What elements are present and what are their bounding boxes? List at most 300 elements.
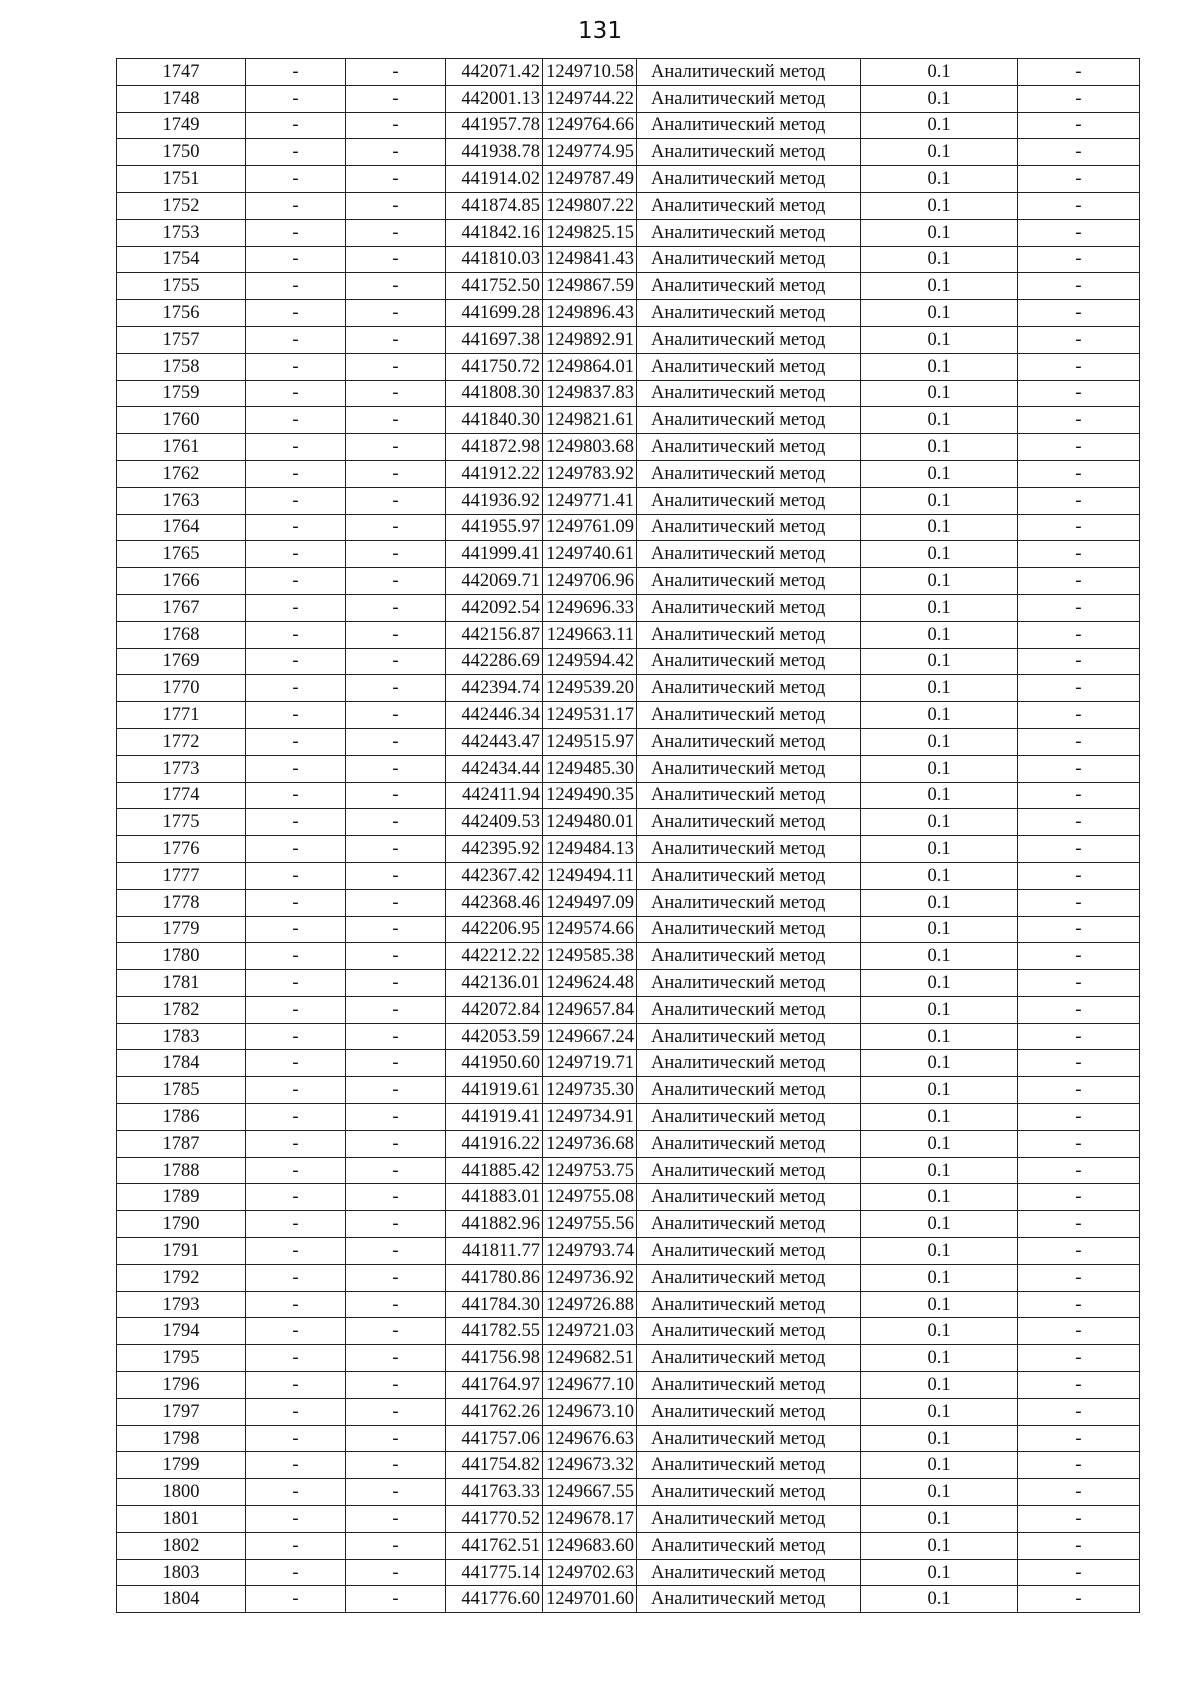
y-coordinate-cell: 1249793.74 [543,1238,637,1265]
dash-cell-3: - [1018,702,1140,729]
y-coordinate-cell: 1249755.08 [543,1184,637,1211]
dash-cell-1: - [246,514,346,541]
dash-cell-1: - [246,1479,346,1506]
y-coordinate-cell: 1249497.09 [543,889,637,916]
method-cell: Аналитический метод [637,1238,861,1265]
dash-cell-2: - [346,728,446,755]
y-coordinate-cell: 1249719.71 [543,1050,637,1077]
dash-cell-3: - [1018,353,1140,380]
dash-cell-2: - [346,1264,446,1291]
method-cell: Аналитический метод [637,996,861,1023]
x-coordinate-cell: 442434.44 [446,755,543,782]
accuracy-cell: 0.1 [861,568,1018,595]
table-row [117,1398,1140,1425]
accuracy-cell: 0.1 [861,407,1018,434]
dash-cell-3: - [1018,1211,1140,1238]
accuracy-cell: 0.1 [861,862,1018,889]
table-row [117,192,1140,219]
dash-cell-1: - [246,192,346,219]
y-coordinate-cell: 1249480.01 [543,809,637,836]
dash-cell-3: - [1018,85,1140,112]
method-cell: Аналитический метод [637,514,861,541]
dash-cell-1: - [246,568,346,595]
dash-cell-3: - [1018,407,1140,434]
method-cell: Аналитический метод [637,380,861,407]
dash-cell-1: - [246,996,346,1023]
dash-cell-3: - [1018,380,1140,407]
table-row [117,1211,1140,1238]
table-row [117,1318,1140,1345]
point-number-cell: 1800 [117,1479,246,1506]
point-number-cell: 1758 [117,353,246,380]
dash-cell-2: - [346,1586,446,1613]
point-number-cell: 1766 [117,568,246,595]
point-number-cell: 1772 [117,728,246,755]
table-row [117,353,1140,380]
x-coordinate-cell: 442368.46 [446,889,543,916]
dash-cell-3: - [1018,594,1140,621]
dash-cell-3: - [1018,1479,1140,1506]
dash-cell-1: - [246,1130,346,1157]
x-coordinate-cell: 441842.16 [446,219,543,246]
method-cell: Аналитический метод [637,541,861,568]
table-row [117,996,1140,1023]
y-coordinate-cell: 1249774.95 [543,139,637,166]
table-row [117,59,1140,86]
y-coordinate-cell: 1249531.17 [543,702,637,729]
dash-cell-2: - [346,1532,446,1559]
accuracy-cell: 0.1 [861,514,1018,541]
accuracy-cell: 0.1 [861,648,1018,675]
accuracy-cell: 0.1 [861,487,1018,514]
x-coordinate-cell: 441919.41 [446,1104,543,1131]
dash-cell-2: - [346,514,446,541]
method-cell: Аналитический метод [637,755,861,782]
point-number-cell: 1802 [117,1532,246,1559]
dash-cell-1: - [246,541,346,568]
x-coordinate-cell: 441752.50 [446,273,543,300]
table-row [117,1184,1140,1211]
x-coordinate-cell: 441882.96 [446,1211,543,1238]
dash-cell-1: - [246,862,346,889]
table-row [117,889,1140,916]
dash-cell-2: - [346,889,446,916]
dash-cell-3: - [1018,219,1140,246]
x-coordinate-cell: 441782.55 [446,1318,543,1345]
dash-cell-2: - [346,1372,446,1399]
method-cell: Аналитический метод [637,166,861,193]
table-row [117,943,1140,970]
accuracy-cell: 0.1 [861,996,1018,1023]
dash-cell-1: - [246,1211,346,1238]
x-coordinate-cell: 442069.71 [446,568,543,595]
dash-cell-1: - [246,166,346,193]
table-row [117,1532,1140,1559]
point-number-cell: 1795 [117,1345,246,1372]
dash-cell-1: - [246,434,346,461]
point-number-cell: 1768 [117,621,246,648]
point-number-cell: 1784 [117,1050,246,1077]
dash-cell-2: - [346,407,446,434]
point-number-cell: 1782 [117,996,246,1023]
x-coordinate-cell: 441957.78 [446,112,543,139]
table-row [117,702,1140,729]
accuracy-cell: 0.1 [861,1372,1018,1399]
table-row [117,675,1140,702]
method-cell: Аналитический метод [637,1211,861,1238]
dash-cell-1: - [246,460,346,487]
method-cell: Аналитический метод [637,353,861,380]
table-row [117,300,1140,327]
method-cell: Аналитический метод [637,1184,861,1211]
page-number: 131 [578,18,622,44]
table-row [117,1050,1140,1077]
dash-cell-3: - [1018,621,1140,648]
dash-cell-1: - [246,1318,346,1345]
y-coordinate-cell: 1249837.83 [543,380,637,407]
dash-cell-2: - [346,1398,446,1425]
accuracy-cell: 0.1 [861,1479,1018,1506]
dash-cell-3: - [1018,1372,1140,1399]
table-row [117,219,1140,246]
y-coordinate-cell: 1249673.10 [543,1398,637,1425]
x-coordinate-cell: 441775.14 [446,1559,543,1586]
x-coordinate-cell: 442443.47 [446,728,543,755]
x-coordinate-cell: 441811.77 [446,1238,543,1265]
accuracy-cell: 0.1 [861,594,1018,621]
dash-cell-3: - [1018,1532,1140,1559]
dash-cell-3: - [1018,1050,1140,1077]
dash-cell-1: - [246,1398,346,1425]
dash-cell-3: - [1018,1452,1140,1479]
table-row [117,621,1140,648]
method-cell: Аналитический метод [637,970,861,997]
x-coordinate-cell: 441916.22 [446,1130,543,1157]
dash-cell-1: - [246,1238,346,1265]
method-cell: Аналитический метод [637,434,861,461]
dash-cell-2: - [346,1506,446,1533]
x-coordinate-cell: 441950.60 [446,1050,543,1077]
table-row [117,273,1140,300]
method-cell: Аналитический метод [637,407,861,434]
method-cell: Аналитический метод [637,1157,861,1184]
y-coordinate-cell: 1249710.58 [543,59,637,86]
x-coordinate-cell: 442394.74 [446,675,543,702]
dash-cell-2: - [346,273,446,300]
dash-cell-2: - [346,1184,446,1211]
dash-cell-3: - [1018,1318,1140,1345]
table-row [117,916,1140,943]
dash-cell-3: - [1018,326,1140,353]
table-row [117,1238,1140,1265]
dash-cell-3: - [1018,1559,1140,1586]
dash-cell-3: - [1018,1345,1140,1372]
accuracy-cell: 0.1 [861,1157,1018,1184]
y-coordinate-cell: 1249771.41 [543,487,637,514]
dash-cell-2: - [346,1345,446,1372]
accuracy-cell: 0.1 [861,1532,1018,1559]
x-coordinate-cell: 441955.97 [446,514,543,541]
x-coordinate-cell: 442395.92 [446,836,543,863]
point-number-cell: 1791 [117,1238,246,1265]
x-coordinate-cell: 442446.34 [446,702,543,729]
point-number-cell: 1778 [117,889,246,916]
dash-cell-2: - [346,943,446,970]
dash-cell-2: - [346,1425,446,1452]
dash-cell-3: - [1018,1157,1140,1184]
x-coordinate-cell: 441770.52 [446,1506,543,1533]
table-row [117,1506,1140,1533]
table-row [117,434,1140,461]
y-coordinate-cell: 1249490.35 [543,782,637,809]
dash-cell-3: - [1018,1104,1140,1131]
dash-cell-1: - [246,1104,346,1131]
y-coordinate-cell: 1249783.92 [543,460,637,487]
accuracy-cell: 0.1 [861,273,1018,300]
table-row [117,487,1140,514]
x-coordinate-cell: 441757.06 [446,1425,543,1452]
y-coordinate-cell: 1249706.96 [543,568,637,595]
dash-cell-2: - [346,1157,446,1184]
table-row [117,1023,1140,1050]
method-cell: Аналитический метод [637,1318,861,1345]
accuracy-cell: 0.1 [861,246,1018,273]
dash-cell-1: - [246,809,346,836]
x-coordinate-cell: 442206.95 [446,916,543,943]
dash-cell-3: - [1018,1184,1140,1211]
point-number-cell: 1790 [117,1211,246,1238]
accuracy-cell: 0.1 [861,59,1018,86]
method-cell: Аналитический метод [637,594,861,621]
accuracy-cell: 0.1 [861,943,1018,970]
dash-cell-1: - [246,1077,346,1104]
point-number-cell: 1804 [117,1586,246,1613]
dash-cell-1: - [246,621,346,648]
dash-cell-3: - [1018,970,1140,997]
dash-cell-3: - [1018,166,1140,193]
y-coordinate-cell: 1249594.42 [543,648,637,675]
x-coordinate-cell: 441776.60 [446,1586,543,1613]
dash-cell-2: - [346,166,446,193]
y-coordinate-cell: 1249736.68 [543,1130,637,1157]
dash-cell-1: - [246,1425,346,1452]
accuracy-cell: 0.1 [861,970,1018,997]
point-number-cell: 1798 [117,1425,246,1452]
x-coordinate-cell: 442001.13 [446,85,543,112]
dash-cell-1: - [246,1264,346,1291]
y-coordinate-cell: 1249761.09 [543,514,637,541]
y-coordinate-cell: 1249683.60 [543,1532,637,1559]
y-coordinate-cell: 1249825.15 [543,219,637,246]
y-coordinate-cell: 1249667.55 [543,1479,637,1506]
dash-cell-1: - [246,1157,346,1184]
dash-cell-1: - [246,648,346,675]
x-coordinate-cell: 442136.01 [446,970,543,997]
point-number-cell: 1792 [117,1264,246,1291]
accuracy-cell: 0.1 [861,300,1018,327]
dash-cell-3: - [1018,1291,1140,1318]
method-cell: Аналитический метод [637,916,861,943]
method-cell: Аналитический метод [637,621,861,648]
point-number-cell: 1786 [117,1104,246,1131]
point-number-cell: 1774 [117,782,246,809]
x-coordinate-cell: 441810.03 [446,246,543,273]
x-coordinate-cell: 441762.51 [446,1532,543,1559]
table-row [117,166,1140,193]
x-coordinate-cell: 441808.30 [446,380,543,407]
x-coordinate-cell: 441784.30 [446,1291,543,1318]
point-number-cell: 1762 [117,460,246,487]
method-cell: Аналитический метод [637,889,861,916]
point-number-cell: 1761 [117,434,246,461]
dash-cell-2: - [346,702,446,729]
table-row [117,836,1140,863]
x-coordinate-cell: 442409.53 [446,809,543,836]
y-coordinate-cell: 1249701.60 [543,1586,637,1613]
dash-cell-2: - [346,836,446,863]
dash-cell-2: - [346,1023,446,1050]
accuracy-cell: 0.1 [861,219,1018,246]
point-number-cell: 1749 [117,112,246,139]
dash-cell-1: - [246,1559,346,1586]
table-row [117,782,1140,809]
y-coordinate-cell: 1249682.51 [543,1345,637,1372]
dash-cell-3: - [1018,836,1140,863]
dash-cell-3: - [1018,514,1140,541]
point-number-cell: 1750 [117,139,246,166]
dash-cell-2: - [346,1452,446,1479]
table-row [117,755,1140,782]
accuracy-cell: 0.1 [861,192,1018,219]
method-cell: Аналитический метод [637,192,861,219]
dash-cell-3: - [1018,139,1140,166]
dash-cell-1: - [246,219,346,246]
table-row [117,809,1140,836]
y-coordinate-cell: 1249494.11 [543,862,637,889]
method-cell: Аналитический метод [637,487,861,514]
table-row [117,1559,1140,1586]
table-row [117,460,1140,487]
dash-cell-3: - [1018,1238,1140,1265]
table-row [117,326,1140,353]
x-coordinate-cell: 442367.42 [446,862,543,889]
accuracy-cell: 0.1 [861,1586,1018,1613]
dash-cell-1: - [246,1050,346,1077]
y-coordinate-cell: 1249657.84 [543,996,637,1023]
table-body [117,59,1140,1613]
dash-cell-1: - [246,1506,346,1533]
point-number-cell: 1775 [117,809,246,836]
table-row [117,85,1140,112]
dash-cell-3: - [1018,1586,1140,1613]
method-cell: Аналитический метод [637,219,861,246]
accuracy-cell: 0.1 [861,1425,1018,1452]
dash-cell-1: - [246,246,346,273]
point-number-cell: 1760 [117,407,246,434]
dash-cell-1: - [246,1532,346,1559]
x-coordinate-cell: 441699.28 [446,300,543,327]
point-number-cell: 1759 [117,380,246,407]
method-cell: Аналитический метод [637,1559,861,1586]
dash-cell-2: - [346,1479,446,1506]
table-row [117,139,1140,166]
method-cell: Аналитический метод [637,1050,861,1077]
method-cell: Аналитический метод [637,1345,861,1372]
accuracy-cell: 0.1 [861,1264,1018,1291]
x-coordinate-cell: 442072.84 [446,996,543,1023]
method-cell: Аналитический метод [637,85,861,112]
dash-cell-2: - [346,862,446,889]
dash-cell-1: - [246,300,346,327]
y-coordinate-cell: 1249585.38 [543,943,637,970]
dash-cell-2: - [346,246,446,273]
point-number-cell: 1765 [117,541,246,568]
accuracy-cell: 0.1 [861,1318,1018,1345]
point-number-cell: 1748 [117,85,246,112]
table-row [117,112,1140,139]
point-number-cell: 1803 [117,1559,246,1586]
y-coordinate-cell: 1249663.11 [543,621,637,648]
accuracy-cell: 0.1 [861,1077,1018,1104]
dash-cell-1: - [246,755,346,782]
dash-cell-3: - [1018,728,1140,755]
point-number-cell: 1801 [117,1506,246,1533]
point-number-cell: 1769 [117,648,246,675]
point-number-cell: 1794 [117,1318,246,1345]
table-row [117,407,1140,434]
dash-cell-3: - [1018,862,1140,889]
dash-cell-3: - [1018,1023,1140,1050]
table-row [117,862,1140,889]
point-number-cell: 1776 [117,836,246,863]
y-coordinate-cell: 1249744.22 [543,85,637,112]
dash-cell-3: - [1018,1077,1140,1104]
dash-cell-3: - [1018,782,1140,809]
dash-cell-2: - [346,1238,446,1265]
dash-cell-2: - [346,380,446,407]
y-coordinate-cell: 1249673.32 [543,1452,637,1479]
accuracy-cell: 0.1 [861,621,1018,648]
dash-cell-3: - [1018,487,1140,514]
accuracy-cell: 0.1 [861,809,1018,836]
dash-cell-3: - [1018,59,1140,86]
dash-cell-3: - [1018,996,1140,1023]
x-coordinate-cell: 441756.98 [446,1345,543,1372]
accuracy-cell: 0.1 [861,112,1018,139]
table-row [117,1264,1140,1291]
table-row [117,1372,1140,1399]
dash-cell-2: - [346,970,446,997]
dash-cell-2: - [346,1211,446,1238]
x-coordinate-cell: 441919.61 [446,1077,543,1104]
point-number-cell: 1796 [117,1372,246,1399]
x-coordinate-cell: 441762.26 [446,1398,543,1425]
dash-cell-3: - [1018,541,1140,568]
accuracy-cell: 0.1 [861,326,1018,353]
point-number-cell: 1763 [117,487,246,514]
dash-cell-3: - [1018,1425,1140,1452]
accuracy-cell: 0.1 [861,916,1018,943]
method-cell: Аналитический метод [637,1586,861,1613]
table-row [117,1586,1140,1613]
accuracy-cell: 0.1 [861,728,1018,755]
dash-cell-2: - [346,916,446,943]
dash-cell-2: - [346,1130,446,1157]
dash-cell-2: - [346,809,446,836]
dash-cell-1: - [246,407,346,434]
method-cell: Аналитический метод [637,246,861,273]
point-number-cell: 1793 [117,1291,246,1318]
